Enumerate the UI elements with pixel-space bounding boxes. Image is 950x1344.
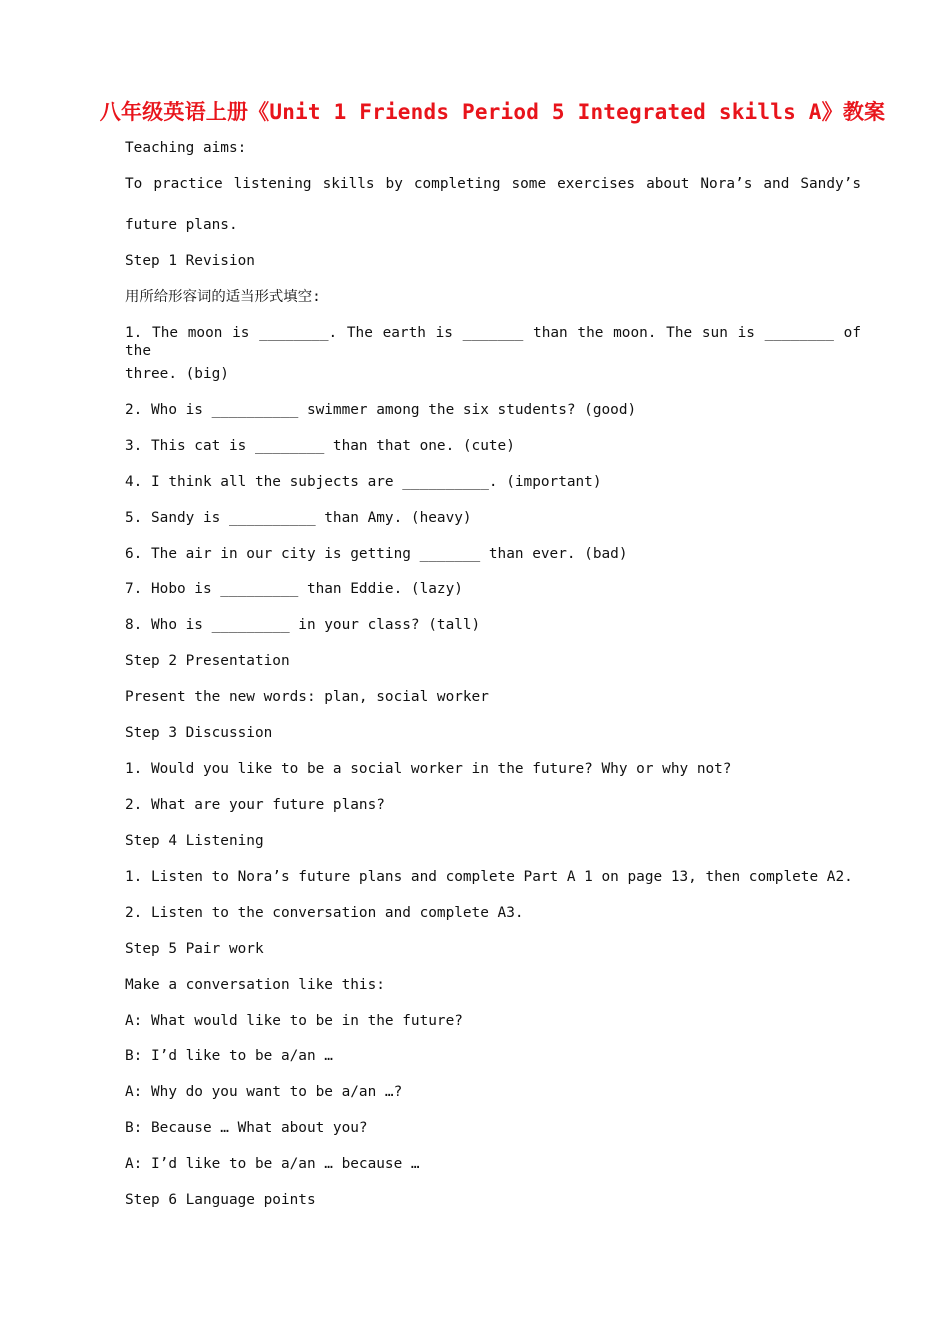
teaching-aims-text-continued: future plans. xyxy=(125,217,238,233)
step1-instruction: 用所给形容词的适当形式填空: xyxy=(125,289,321,305)
step6-heading: Step 6 Language points xyxy=(125,1192,316,1208)
listening-item-2: 2. Listen to the conversation and complete A3. xyxy=(125,905,524,921)
step3-heading: Step 3 Discussion xyxy=(125,725,273,741)
exercise-item-1-continued: three. (big) xyxy=(125,366,229,382)
step1-heading: Step 1 Revision xyxy=(125,253,255,269)
step4-heading: Step 4 Listening xyxy=(125,833,264,849)
exercise-item-6: 6. The air in our city is getting _______ than ever. (bad) xyxy=(125,546,628,562)
step5-heading: Step 5 Pair work xyxy=(125,941,264,957)
exercise-item-4: 4. I think all the subjects are __________. (important) xyxy=(125,474,602,490)
dialogue-line-1: A: What would like to be in the future? xyxy=(125,1013,463,1029)
pair-work-intro: Make a conversation like this: xyxy=(125,977,385,993)
step2-heading: Step 2 Presentation xyxy=(125,653,290,669)
exercise-item-2: 2. Who is __________ swimmer among the six students? (good) xyxy=(125,402,637,418)
discussion-question-2: 2. What are your future plans? xyxy=(125,797,385,813)
discussion-question-1: 1. Would you like to be a social worker in the future? Why or why not? xyxy=(125,761,732,777)
exercise-item-7: 7. Hobo is _________ than Eddie. (lazy) xyxy=(125,581,463,597)
document-title: 八年级英语上册《Unit 1 Friends Period 5 Integrated skills A》教案 xyxy=(99,100,886,124)
exercise-item-3: 3. This cat is ________ than that one. (cute) xyxy=(125,438,515,454)
dialogue-line-3: A: Why do you want to be a/an …? xyxy=(125,1084,403,1100)
exercise-item-1: 1. The moon is ________. The earth is _______ than the moon. The sun is ________ of the xyxy=(125,325,861,359)
step2-text: Present the new words: plan, social worker xyxy=(125,689,489,705)
exercise-item-5: 5. Sandy is __________ than Amy. (heavy) xyxy=(125,510,472,526)
teaching-aims-heading: Teaching aims: xyxy=(125,140,247,156)
exercise-item-8: 8. Who is _________ in your class? (tall) xyxy=(125,617,481,633)
dialogue-line-2: B: I’d like to be a/an … xyxy=(125,1048,333,1064)
listening-item-1: 1. Listen to Nora’s future plans and complete Part A 1 on page 13, then complete A2. xyxy=(125,869,853,885)
dialogue-line-4: B: Because … What about you? xyxy=(125,1120,368,1136)
dialogue-line-5: A: I’d like to be a/an … because … xyxy=(125,1156,420,1172)
teaching-aims-text: To practice listening skills by completing some exercises about Nora’s and Sandy’s xyxy=(125,176,861,192)
